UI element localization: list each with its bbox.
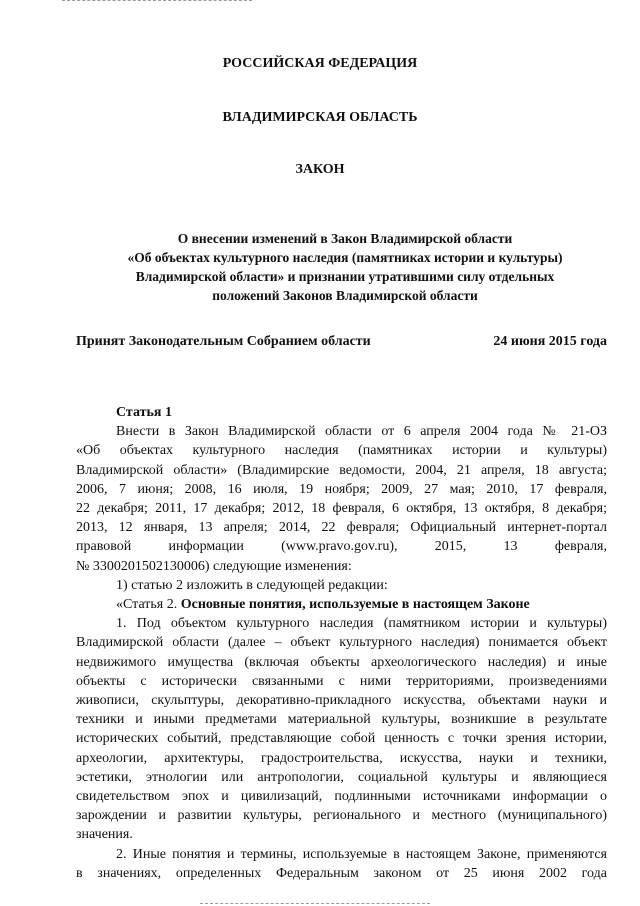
- paragraph-1-line: зарождении и развитии культуры, регионального и местного (муниципального): [76, 808, 607, 824]
- subject-line: положений Законов Владимирской области: [212, 288, 478, 303]
- paragraph-1-line: исторических событий, представляющие собой ценность с точки зрения истории,: [76, 731, 607, 747]
- subject-line: О внесении изменений в Закон Владимирской области: [177, 231, 513, 246]
- paragraph-1-line: свидетельством эпох и цивилизаций, подлинными источниками информации о: [76, 789, 607, 805]
- quoted-heading-title: Основные понятия, используемые в настоящем Законе: [180, 597, 530, 613]
- article-1-text-line: правовой информации (www.pravo.gov.ru), 2015, 13 февраля,: [76, 539, 607, 555]
- law-subject: [60, 229, 630, 305]
- paragraph-1-line: объекты с исторически связанными с ними территориями, произведениями: [76, 673, 607, 689]
- paragraph-1-line: техники и иными предметами материальной культуры, возникшие в результате: [76, 712, 607, 728]
- paragraph-1-line: живописи, скульптуры, декоративно-прикладного искусства, объектами науки и: [76, 693, 607, 709]
- article-1-text-line: Внести в Закон Владимирской области от 6 апреля 2004 года № 21-ОЗ: [116, 424, 607, 440]
- paragraph-1-line: значения.: [76, 827, 133, 843]
- country-heading: РОССИЙСКАЯ ФЕДЕРАЦИЯ: [222, 56, 418, 71]
- paragraph-1-line: Владимирской области (далее – объект культурного наследия) понимается объект: [76, 635, 607, 651]
- paragraph-2-line: 2. Иные понятия и термины, используемые в настоящем Законе, применяются: [116, 846, 607, 862]
- subject-line: Владимирской области» и признании утратившими силу отдельных: [135, 269, 555, 284]
- item-1: 1) статью 2 изложить в следующей редакции:: [116, 577, 388, 593]
- article-1-text-line: «Об объектах культурного наследия (памятниках истории и культуры): [76, 443, 607, 459]
- law-title: ЗАКОН: [295, 162, 345, 177]
- paragraph-1-line: 1. Под объектом культурного наследия (памятником истории и культуры): [116, 616, 607, 632]
- article-1-text-line: 2013, 12 января, 13 апреля; 2014, 22 февраля; Официальный интернет-портал: [76, 520, 607, 536]
- paragraph-1-line: эстетики, этнологии или антропологии, социальной культуры и являющиеся: [76, 769, 607, 785]
- quoted-article-2-heading: [76, 595, 607, 614]
- article-1-text-line: 2006, 7 июня; 2008, 16 июля, 19 ноября; 2009, 27 мая; 2010, 17 февраля,: [76, 481, 607, 497]
- paragraph-2-line: в значениях, определенных Федеральным законом от 25 июня 2002 года: [76, 865, 607, 881]
- subject-line: «Об объектах культурного наследия (памятниках истории и культуры): [127, 250, 563, 265]
- adoption-date: 24 июня 2015 года: [493, 334, 607, 349]
- quoted-heading-prefix: «Статья 2.: [116, 597, 178, 613]
- scan-edge-top: [62, 0, 252, 3]
- adopted-by: Принят Законодательным Собранием области: [76, 334, 371, 349]
- article-1-heading: Статья 1: [116, 405, 172, 420]
- article-1-text-line: № 3300201502130006) следующие изменения:: [76, 558, 352, 574]
- adoption-line: [76, 333, 607, 351]
- article-1-text-line: 22 декабря; 2011, 17 декабря; 2012, 18 февраля, 6 октября, 13 октября, 8 декабря;: [76, 501, 607, 517]
- paragraph-1-line: археологии, архитектуры, градостроительства, искусства, науки и техники,: [76, 750, 607, 766]
- article-1-text-line: Владимирской области» (Владимирские ведомости, 2004, 21 апреля, 18 августа;: [76, 462, 607, 478]
- article-1: [76, 403, 607, 883]
- region-heading: ВЛАДИМИРСКАЯ ОБЛАСТЬ: [222, 110, 418, 125]
- paragraph-1-line: недвижимого имущества (включая объекты археологического наследия) и иные: [76, 654, 607, 670]
